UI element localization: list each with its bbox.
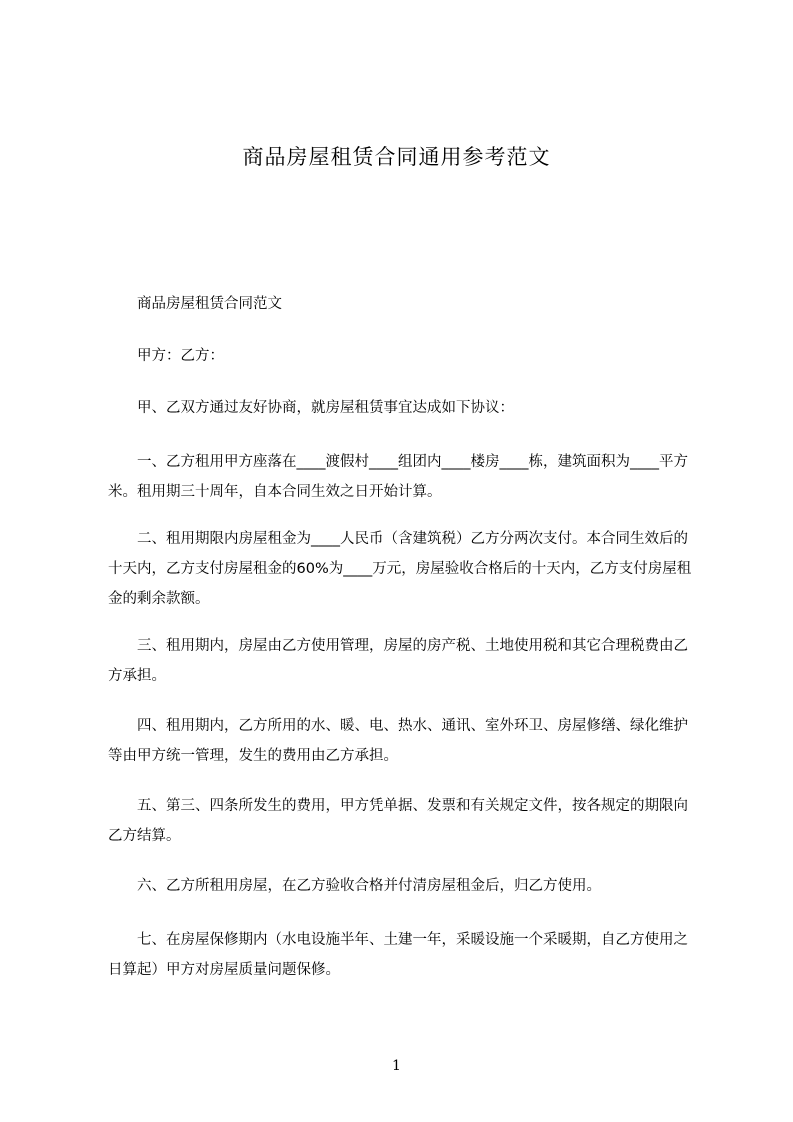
paragraph-parties: 甲方：乙方： <box>137 348 224 364</box>
document-title: 商品房屋租赁合同通用参考范文 <box>242 145 551 169</box>
paragraph-clause-7: 七、在房屋保修期内（水电设施半年、土建一年，采暖设施一个采暖期，自乙方使用之日算起）甲方对房屋质量问题保修。 <box>108 932 688 978</box>
page-number: 1 <box>392 1058 401 1074</box>
paragraph-clause-5: 五、第三、四条所发生的费用，甲方凭单据、发票和有关规定文件，按各规定的期限向乙方结算。 <box>108 798 688 844</box>
paragraph-preamble: 甲、乙双方通过友好协商，就房屋租赁事宜达成如下协议： <box>137 400 514 416</box>
paragraph-clause-3: 三、租用期内，房屋由乙方使用管理，房屋的房产税、土地使用税和其它合理税费由乙方承担。 <box>108 638 688 684</box>
paragraph-clause-6: 六、乙方所租用房屋，在乙方验收合格并付清房屋租金后，归乙方使用。 <box>137 878 601 894</box>
paragraph-subtitle: 商品房屋租赁合同范文 <box>137 296 282 312</box>
paragraph-clause-4: 四、租用期内，乙方所用的水、暖、电、热水、通讯、室外环卫、房屋修缮、绿化维护等由甲方统一管理，发生的费用由乙方承担。 <box>108 718 688 764</box>
paragraph-clause-2: 二、租用期限内房屋租金为____人民币（含建筑税）乙方分两次支付。本合同生效后的十天内，乙方支付房屋租金的60%为____万元，房屋验收合格后的十天内，乙方支付房屋租金的剩余款额。 <box>108 531 692 607</box>
paragraph-clause-1: 一、乙方租用甲方座落在____渡假村____组团内____楼房____栋，建筑面积为____平方米。租用期三十周年，自本合同生效之日开始计算。 <box>108 454 688 500</box>
